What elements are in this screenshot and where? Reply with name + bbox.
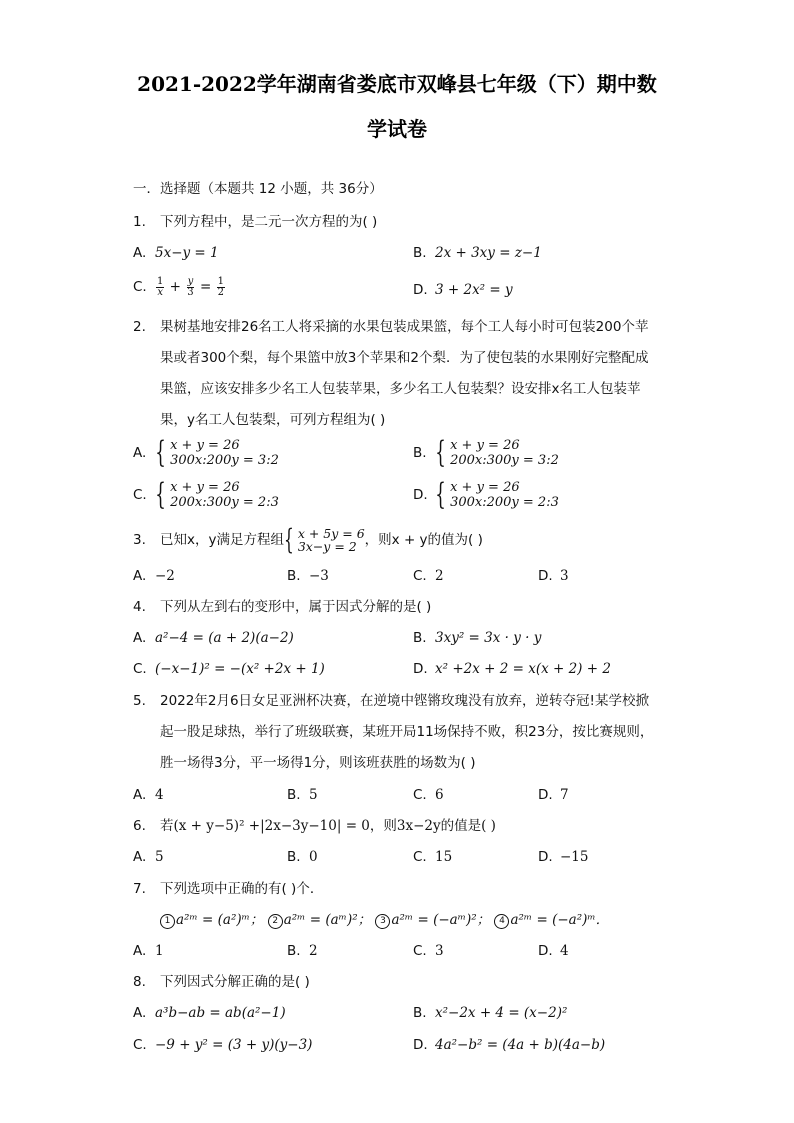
option-label: D.	[413, 661, 428, 677]
question-8-option-d[interactable]	[413, 1036, 605, 1054]
question-7-option-d[interactable]	[538, 942, 569, 960]
option-label: A.	[133, 787, 147, 803]
question-5-option-b[interactable]	[287, 786, 318, 804]
question-1-option-b[interactable]	[413, 244, 542, 262]
question-7-option-a[interactable]	[133, 942, 164, 960]
system-row-1: x + y = 26	[170, 480, 240, 495]
option-label: B.	[413, 445, 427, 461]
question-6-option-d[interactable]	[538, 848, 589, 866]
option-label: A.	[133, 568, 147, 584]
option-value: 4a²−b² = (4a + b)(4a−b)	[435, 1037, 606, 1053]
question-3-option-c[interactable]	[413, 567, 444, 585]
question-5-line-3: 胜一场得3分，平一场得1分，则该班获胜的场数为( )	[160, 755, 476, 771]
question-4-text: 下列从左到右的变形中，属于因式分解的是( )	[160, 599, 432, 615]
option-value: 3	[435, 943, 444, 959]
option-value: 7	[560, 787, 569, 803]
option-value: x²−2x + 4 = (x−2)²	[435, 1005, 568, 1021]
option-label: B.	[287, 943, 301, 959]
question-3-post: ，则x + y的值为( )	[364, 532, 483, 548]
question-2-line-2: 果或者300个梨，每个果篮中放3个苹果和2个梨．为了使包装的水果刚好完整配成	[160, 350, 649, 366]
option-value: 4	[155, 787, 164, 803]
statement-3: a²ᵐ = (−aᵐ)²；	[391, 912, 491, 928]
question-6-option-c[interactable]	[413, 848, 452, 866]
option-label: A.	[133, 630, 147, 646]
question-3-option-b[interactable]	[287, 567, 329, 585]
question-7-option-c[interactable]	[413, 942, 444, 960]
option-value: 2x + 3xy = z−1	[435, 245, 542, 261]
option-value: 2	[435, 568, 444, 584]
question-8-option-c[interactable]	[133, 1036, 312, 1054]
question-2-line-3: 果篮，应该安排多少名工人包装苹果，多少名工人包装梨？设安排x名工人包装苹	[160, 381, 641, 397]
question-2-option-a[interactable]	[133, 435, 279, 470]
brace-icon: {	[155, 477, 166, 512]
option-value: 3	[560, 568, 569, 584]
circled-number-2: 2	[268, 914, 283, 929]
question-2-option-c[interactable]	[133, 477, 279, 512]
question-8-number: 8.	[133, 974, 146, 990]
option-label: A.	[133, 1005, 147, 1021]
statement-1: a²ᵐ = (a²)ᵐ；	[176, 912, 264, 928]
question-2-line-1: 果树基地安排26名工人将采摘的水果包装成果篮，每个工人每小时可包装200个苹	[160, 319, 649, 335]
question-2-number: 2.	[133, 319, 146, 335]
question-8-text: 下列因式分解正确的是( )	[160, 974, 310, 990]
option-value: 6	[435, 787, 444, 803]
question-6-option-b[interactable]	[287, 848, 318, 866]
system-row-2: 300x:200y = 2:3	[450, 495, 559, 510]
option-label: C.	[133, 661, 147, 677]
system-row-2: 300x:200y = 3:2	[170, 453, 279, 468]
option-label: B.	[413, 1005, 427, 1021]
option-label: C.	[133, 1037, 147, 1053]
question-1-number: 1.	[133, 214, 146, 230]
option-value: 5	[155, 849, 164, 865]
circled-number-4: 4	[494, 914, 509, 929]
option-label: D.	[413, 282, 428, 298]
option-value: −15	[560, 849, 589, 865]
option-value: 3xy² = 3x · y · y	[435, 630, 542, 646]
option-label: A.	[133, 849, 147, 865]
option-label: D.	[413, 1037, 428, 1053]
option-c-fraction-render: $\frac{1}{x}$ + $\frac{y}{3}$ = $\frac{1}{2}$	[157, 276, 224, 298]
circled-number-1: 1	[160, 914, 175, 929]
section-heading: 一．选择题（本题共 12 小题，共 36分）	[133, 181, 383, 197]
question-3-pre: 已知x，y满足方程组	[160, 532, 284, 548]
question-2-option-b[interactable]	[413, 435, 559, 470]
option-label: C.	[133, 279, 147, 295]
exam-title-line-2: 学试卷	[367, 117, 427, 141]
option-value: 5x−y = 1	[155, 245, 219, 261]
option-value: 2	[309, 943, 318, 959]
question-7-number: 7.	[133, 881, 146, 897]
statement-2: a²ᵐ = (aᵐ)²；	[283, 912, 372, 928]
system-row-1: x + y = 26	[450, 438, 520, 453]
question-3-system	[283, 523, 365, 556]
system-row-1: x + 5y = 6	[297, 526, 365, 541]
question-6-number: 6.	[133, 818, 146, 834]
system-row-2: 200x:300y = 3:2	[450, 453, 559, 468]
question-6-text: 若(x + y−5)² +|2x−3y−10| = 0，则3x−2y的值是( )	[160, 818, 496, 834]
statement-4: a²ᵐ = (−a²)ᵐ．	[510, 912, 610, 928]
question-2-option-d[interactable]	[413, 477, 559, 512]
option-label: B.	[287, 568, 301, 584]
option-value: −9 + y² = (3 + y)(y−3)	[155, 1037, 313, 1053]
option-label: D.	[538, 787, 553, 803]
question-1-option-d[interactable]	[413, 281, 513, 299]
option-label: D.	[538, 568, 553, 584]
question-4-option-a[interactable]	[133, 629, 294, 647]
question-7-option-b[interactable]	[287, 942, 318, 960]
circled-number-3: 3	[375, 914, 390, 929]
question-4-option-c[interactable]	[133, 660, 325, 678]
option-label: A.	[133, 943, 147, 959]
system-row-2: 200x:300y = 2:3	[170, 495, 279, 510]
question-7-text: 下列选项中正确的有( )个．	[160, 881, 324, 897]
option-label: C.	[413, 787, 427, 803]
option-value: a³b−ab = ab(a²−1)	[155, 1005, 286, 1021]
option-label: C.	[413, 849, 427, 865]
option-label: B.	[287, 849, 301, 865]
question-5-line-2: 起一股足球热，举行了班级联赛，某班开局11场保持不败，积23分，按比赛规则，	[160, 724, 654, 740]
option-label: C.	[413, 943, 427, 959]
option-value: −2	[155, 568, 175, 584]
option-value: 1	[155, 943, 164, 959]
question-1-option-c[interactable]	[133, 277, 226, 298]
option-label: A.	[133, 445, 147, 461]
option-value: (−x−1)² = −(x² +2x + 1)	[155, 661, 325, 677]
question-5-option-d[interactable]	[538, 786, 569, 804]
question-5-line-1: 2022年2月6日女足亚洲杯决赛，在逆境中铿锵玫瑰没有放弃，逆转夺冠!某学校掀	[160, 693, 649, 709]
question-5-option-c[interactable]	[413, 786, 444, 804]
system-row-2: 3x−y = 2	[297, 539, 357, 554]
option-label: B.	[413, 630, 427, 646]
question-7-statements	[160, 911, 609, 929]
question-4-option-b[interactable]	[413, 629, 541, 647]
question-5-number: 5.	[133, 693, 146, 709]
question-3-number: 3.	[133, 532, 146, 548]
brace-icon: {	[435, 477, 446, 512]
option-value: 5	[309, 787, 318, 803]
question-3-option-a[interactable]	[133, 567, 175, 585]
option-value: a²−4 = (a + 2)(a−2)	[155, 630, 294, 646]
option-value: 15	[435, 849, 453, 865]
brace-icon: {	[435, 435, 446, 470]
question-8-option-a[interactable]	[133, 1004, 286, 1022]
option-label: C.	[413, 568, 427, 584]
option-value: x² +2x + 2 = x(x + 2) + 2	[435, 661, 611, 677]
option-value: 4	[560, 943, 569, 959]
exam-title-line-1: 2021-2022学年湖南省娄底市双峰县七年级（下）期中数	[137, 72, 657, 96]
brace-icon: {	[283, 523, 294, 556]
question-1-option-a[interactable]	[133, 244, 219, 262]
question-4-number: 4.	[133, 599, 146, 615]
option-label: D.	[538, 849, 553, 865]
system-row-1: x + y = 26	[170, 438, 240, 453]
question-3-option-d[interactable]	[538, 567, 569, 585]
option-label: D.	[413, 487, 428, 503]
question-3-text	[160, 522, 483, 558]
question-8-option-b[interactable]	[413, 1004, 567, 1022]
question-2-line-4: 果，y名工人包装梨，可列方程组为( )	[160, 412, 386, 428]
option-label: A.	[133, 245, 147, 261]
question-6-option-a[interactable]	[133, 848, 164, 866]
option-label: D.	[538, 943, 553, 959]
option-label: B.	[287, 787, 301, 803]
option-value: 0	[309, 849, 318, 865]
option-value: −3	[309, 568, 329, 584]
option-label: B.	[413, 245, 427, 261]
option-value: 3 + 2x² = y	[435, 282, 513, 298]
brace-icon: {	[155, 435, 166, 470]
question-4-option-d[interactable]	[413, 660, 611, 678]
system-row-1: x + y = 26	[450, 480, 520, 495]
question-5-option-a[interactable]	[133, 786, 164, 804]
option-label: C.	[133, 487, 147, 503]
question-1-text: 下列方程中，是二元一次方程的为( )	[160, 214, 378, 230]
